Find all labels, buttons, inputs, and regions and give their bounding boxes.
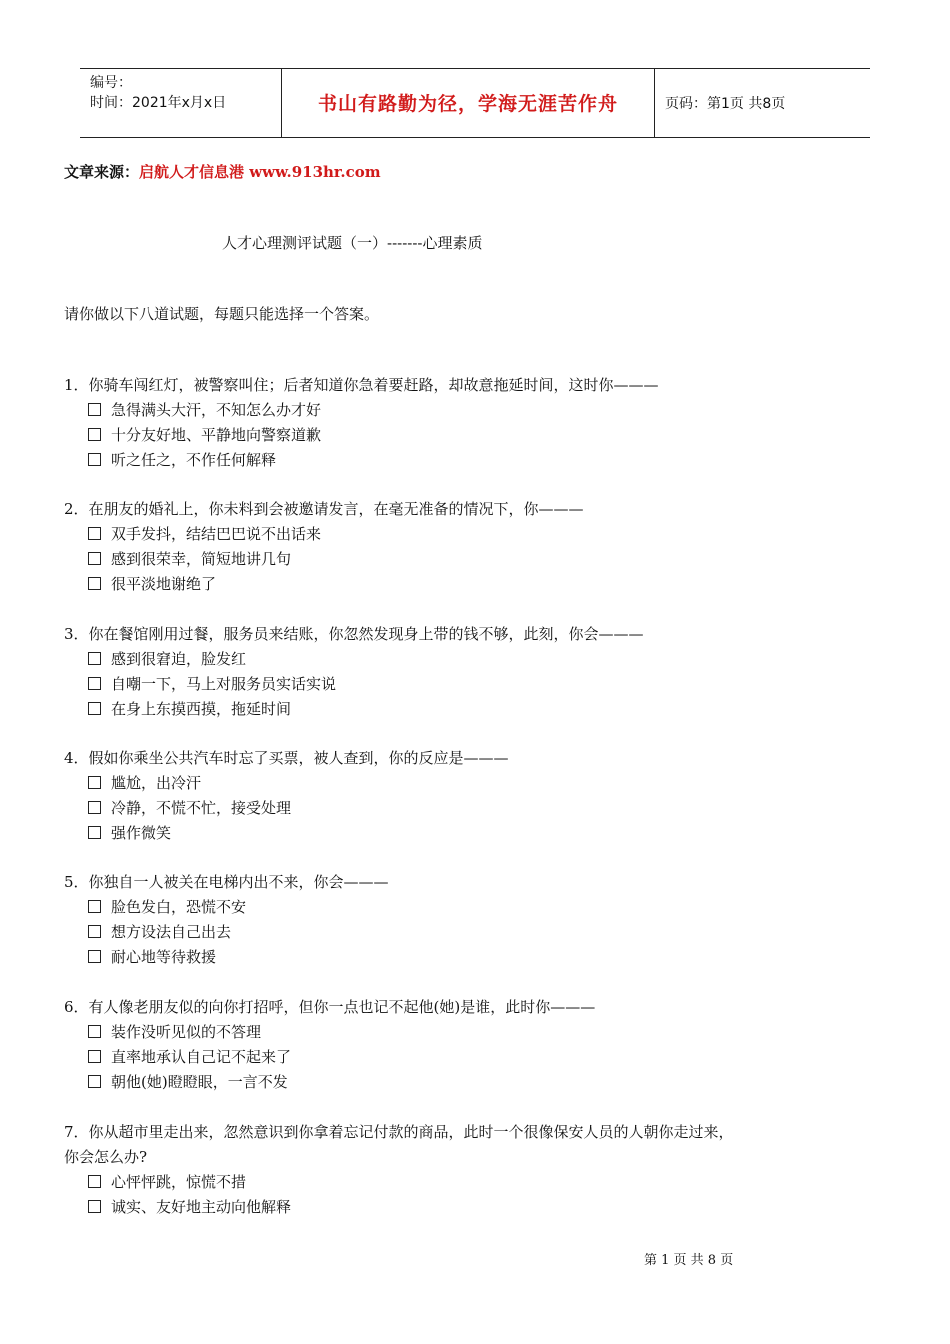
option-label: 朝他(她)瞪瞪眼，一言不发 <box>111 1073 288 1091</box>
option[interactable] <box>64 771 744 796</box>
option-label: 尴尬，出冷汗 <box>111 774 202 792</box>
option-label: 急得满头大汗，不知怎么办才好 <box>111 401 322 419</box>
document-title: 人才心理测评试题（一）-------心理素质 <box>222 234 483 252</box>
question <box>64 373 744 473</box>
option[interactable] <box>64 1170 744 1195</box>
option-label: 想方设法自己出去 <box>111 923 232 941</box>
option[interactable] <box>64 796 744 821</box>
option-label: 十分友好地、平静地向警察道歉 <box>111 426 322 444</box>
question <box>64 995 744 1095</box>
checkbox-icon[interactable] <box>88 1175 101 1188</box>
question <box>64 1120 744 1220</box>
checkbox-icon[interactable] <box>88 1025 101 1038</box>
question-text: 7．你从超市里走出来，忽然意识到你拿着忘记付款的商品，此时一个很像保安人员的人朝你走过来，你会怎么办? <box>64 1123 734 1166</box>
source-site-link[interactable]: 启航人才信息港 www.913hr.com <box>139 163 381 181</box>
option[interactable] <box>64 423 744 448</box>
question-text: 2．在朋友的婚礼上，你未料到会被邀请发言，在毫无准备的情况下，你——— <box>64 500 584 518</box>
option-label: 听之任之，不作任何解释 <box>111 451 277 469</box>
option-label: 脸色发白，恐慌不安 <box>111 898 247 916</box>
checkbox-icon[interactable] <box>88 925 101 938</box>
header-motto: 书山有路勤为径，学海无涯苦作舟 <box>317 93 618 115</box>
option-label: 诚实、友好地主动向他解释 <box>111 1198 292 1216</box>
option-label: 在身上东摸西摸，拖延时间 <box>111 700 292 718</box>
checkbox-icon[interactable] <box>88 677 101 690</box>
header-page-label: 页码：第1页 共8页 <box>665 96 786 112</box>
checkbox-icon[interactable] <box>88 428 101 441</box>
checkbox-icon[interactable] <box>88 1075 101 1088</box>
checkbox-icon[interactable] <box>88 900 101 913</box>
header-meta <box>90 73 226 113</box>
number-label: 编号： <box>90 75 132 91</box>
option[interactable] <box>64 697 744 722</box>
option-label: 自嘲一下，马上对服务员实话实说 <box>111 675 337 693</box>
checkbox-icon[interactable] <box>88 403 101 416</box>
instructions: 请你做以下八道试题，每题只能选择一个答案。 <box>64 305 380 323</box>
option[interactable] <box>64 522 744 547</box>
checkbox-icon[interactable] <box>88 826 101 839</box>
question-text: 6．有人像老朋友似的向你打招呼，但你一点也记不起他(她)是谁，此时你——— <box>64 998 596 1016</box>
option[interactable] <box>64 1045 744 1070</box>
checkbox-icon[interactable] <box>88 652 101 665</box>
option[interactable] <box>64 1020 744 1045</box>
header-divider <box>654 69 655 137</box>
checkbox-icon[interactable] <box>88 950 101 963</box>
checkbox-icon[interactable] <box>88 1200 101 1213</box>
option[interactable] <box>64 647 744 672</box>
source-label: 文章来源： <box>64 163 140 181</box>
option[interactable] <box>64 1195 744 1220</box>
header-table <box>80 68 870 138</box>
option-label: 装作没听见似的不答理 <box>111 1023 262 1041</box>
option-label: 很平淡地谢绝了 <box>111 575 217 593</box>
question <box>64 746 744 846</box>
checkbox-icon[interactable] <box>88 1050 101 1063</box>
option-label: 感到很窘迫，脸发红 <box>111 650 247 668</box>
option-label: 双手发抖，结结巴巴说不出话来 <box>111 525 322 543</box>
question <box>64 870 744 970</box>
checkbox-icon[interactable] <box>88 527 101 540</box>
checkbox-icon[interactable] <box>88 453 101 466</box>
article-source <box>64 161 381 182</box>
option-label: 冷静，不慌不忙，接受处理 <box>111 799 292 817</box>
question-text: 3．你在餐馆刚用过餐，服务员来结账，你忽然发现身上带的钱不够，此刻，你会——— <box>64 625 644 643</box>
option[interactable] <box>64 1070 744 1095</box>
option[interactable] <box>64 821 744 846</box>
option-label: 直率地承认自己记不起来了 <box>111 1048 292 1066</box>
option[interactable] <box>64 672 744 697</box>
option[interactable] <box>64 547 744 572</box>
checkbox-icon[interactable] <box>88 702 101 715</box>
page-footer: 第 1 页 共 8 页 <box>644 1253 734 1268</box>
time-label: 时间：2021年x月x日 <box>90 95 227 111</box>
question <box>64 622 744 722</box>
option[interactable] <box>64 448 744 473</box>
option[interactable] <box>64 920 744 945</box>
checkbox-icon[interactable] <box>88 776 101 789</box>
option[interactable] <box>64 398 744 423</box>
option[interactable] <box>64 572 744 597</box>
option-label: 感到很荣幸，简短地讲几句 <box>111 550 292 568</box>
option-label: 强作微笑 <box>111 824 172 842</box>
question-text: 4．假如你乘坐公共汽车时忘了买票，被人查到，你的反应是——— <box>64 749 509 767</box>
option-label: 心怦怦跳，惊慌不措 <box>111 1173 247 1191</box>
option[interactable] <box>64 945 744 970</box>
option[interactable] <box>64 895 744 920</box>
checkbox-icon[interactable] <box>88 552 101 565</box>
option-label: 耐心地等待救援 <box>111 948 217 966</box>
checkbox-icon[interactable] <box>88 801 101 814</box>
question <box>64 497 744 597</box>
question-text: 5．你独自一人被关在电梯内出不来，你会——— <box>64 873 389 891</box>
question-text: 1．你骑车闯红灯，被警察叫住；后者知道你急着要赶路，却故意拖延时间，这时你——— <box>64 376 659 394</box>
checkbox-icon[interactable] <box>88 577 101 590</box>
